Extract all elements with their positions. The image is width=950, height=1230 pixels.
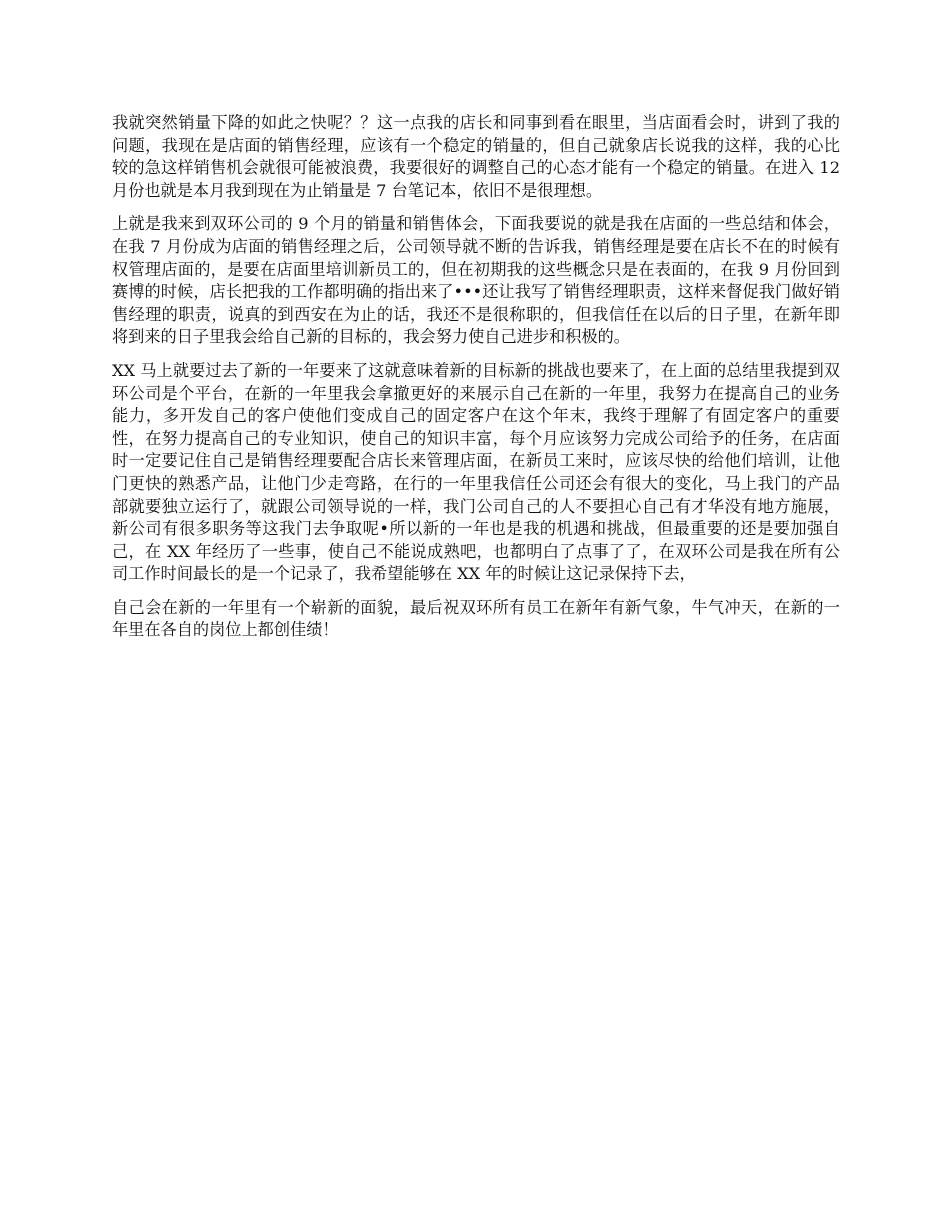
document-body xyxy=(112,112,840,653)
paragraph-4: 自己会在新的一年里有一个崭新的面貌，最后祝双环所有员工在新年有新气象，牛气冲天，在新的一年里在各自的岗位上都创佳绩！ xyxy=(112,597,840,640)
paragraph-2: 上就是我来到双环公司的 9 个月的销量和销售体会，下面我要说的就是我在店面的一些总结和体会，在我 7 月份成为店面的销售经理之后，公司领导就不断的告诉我，销售经理是要在店长不在的时候有权管理店面的，是要在店面里培训新员工的，但在初期我的这些概念只是在表面的，在我 9 月份回到赛博的时候，店长把我的工作都明确的指出来了•••还让我写了销售经理职责，这样来督促我门做好销售经理的职责，说真的到西安在为止的话，我还不是很称职的，但我信任在以后的日子里，在新年即将到来的日子里我会给自己新的目标的，我会努力使自己进步和积极的。 xyxy=(112,214,840,347)
paragraph-1: 我就突然销量下降的如此之快呢？？这一点我的店长和同事到看在眼里，当店面看会时，讲到了我的问题，我现在是店面的销售经理，应该有一个稳定的销量的，但自己就象店长说我的这样，我的心比较的急这样销售机会就很可能被浪费，我要很好的调整自己的心态才能有一个稳定的销量。在进入 12 月份也就是本月我到现在为止销量是 7 台笔记本，依旧不是很理想。 xyxy=(112,113,840,200)
paragraph-3: XX 马上就要过去了新的一年要来了这就意味着新的目标新的挑战也要来了，在上面的总结里我提到双环公司是个平台，在新的一年里我会拿撤更好的来展示自己在新的一年里，我努力在提高自己的业务能力，多开发自己的客户使他们变成自己的固定客户在这个年末，我终于理解了有固定客户的重要性，在努力提高自己的专业知识，使自己的知识丰富，每个月应该努力完成公司给予的任务，在店面时一定要记住自己是销售经理要配合店长来管理店面，在新员工来时，应该尽快的给他们培训，让他门更快的熟悉产品，让他门少走弯路，在行的一年里我信任公司还会有很大的变化，马上我门的产品部就要独立运行了，就跟公司领导说的一样，我门公司自己的人不要担心自己有才华没有地方施展，新公司有很多职务等这我门去争取呢•所以新的一年也是我的机遇和挑战，但最重要的还是要加强自己，在 XX 年经历了一些事，使自己不能说成熟吧，也都明白了点事了了，在双环公司是我在所有公司工作时间最长的是一个记录了，我希望能够在 XX 年的时候让这记录保持下去， xyxy=(112,360,840,584)
